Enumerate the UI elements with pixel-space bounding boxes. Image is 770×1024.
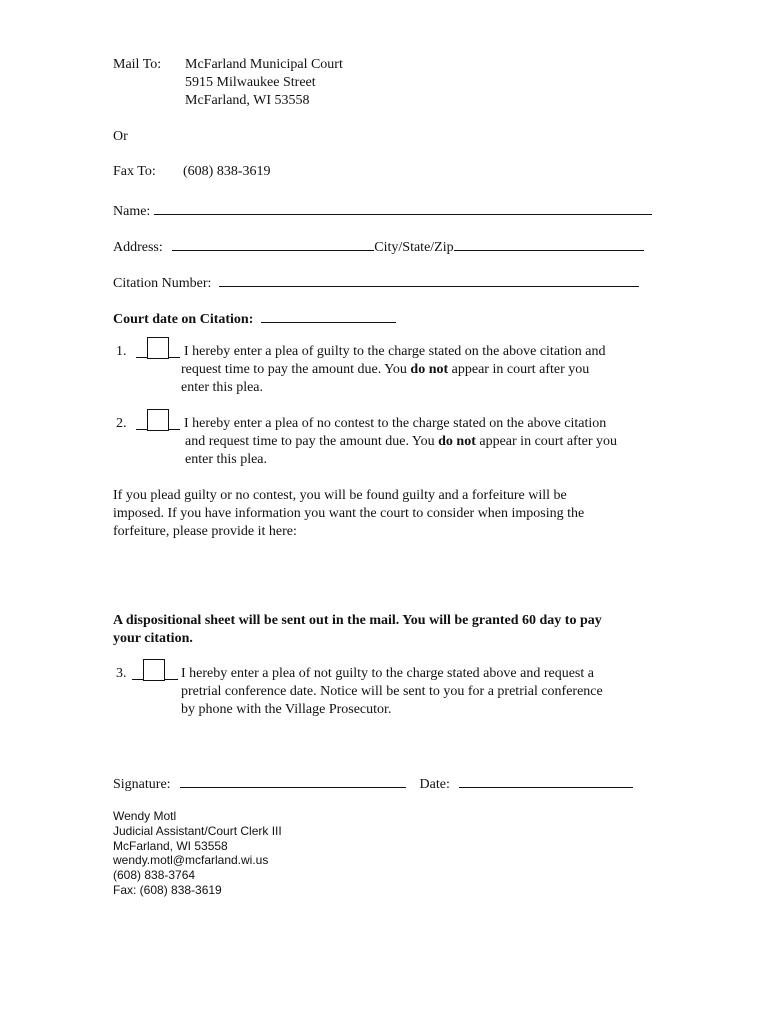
address-field-row <box>113 236 644 257</box>
plea-1-line1: I hereby enter a plea of guilty to the charge stated on the above citation and <box>184 344 606 359</box>
contact-email[interactable]: wendy.motl@mcfarland.wi.us <box>113 853 269 867</box>
plea-2-line2 <box>185 433 617 451</box>
plea-2-line2-end: appear in court after you <box>475 434 617 449</box>
plea-1-line2-text: request time to pay the amount due. You <box>181 362 411 377</box>
contact-city: McFarland, WI 53558 <box>113 839 228 853</box>
plea-3-line3: by phone with the Village Prosecutor. <box>181 702 392 717</box>
plea-1-checkbox[interactable] <box>147 337 169 359</box>
city-state-zip-label: City/State/Zip <box>374 240 454 255</box>
citation-field-row <box>113 272 639 293</box>
plea-1-line2 <box>181 361 589 379</box>
court-street: 5915 Milwaukee Street <box>185 75 316 90</box>
fax-label: Fax To: <box>113 164 156 179</box>
contact-title: Judicial Assistant/Court Clerk III <box>113 824 282 838</box>
plea-2-line3: enter this plea. <box>185 452 268 467</box>
court-date-label: Court date on Citation: <box>113 312 254 327</box>
citation-line[interactable] <box>219 272 639 287</box>
forfeiture-line1: If you plead guilty or no contest, you will be found guilty and a forfeiture will be <box>113 488 567 503</box>
dispositional-line1: A dispositional sheet will be sent out in the mail. You will be granted 60 day to pay <box>113 613 602 628</box>
court-city: McFarland, WI 53558 <box>185 93 310 108</box>
plea-1-number: 1. <box>116 344 127 359</box>
date-line[interactable] <box>459 773 633 788</box>
plea-2-line2-text: and request time to pay the amount due. You <box>185 434 439 449</box>
court-date-row <box>113 308 396 329</box>
address-label: Address: <box>113 240 163 255</box>
date-label: Date: <box>419 777 450 792</box>
plea-3-line1: I hereby enter a plea of not guilty to the charge stated above and request a <box>181 666 594 681</box>
mail-to-label: Mail To: <box>113 57 162 72</box>
forfeiture-line3: forfeiture, please provide it here: <box>113 524 297 539</box>
city-state-zip-line[interactable] <box>454 236 644 251</box>
citation-label: Citation Number: <box>113 276 212 291</box>
name-field-row <box>113 200 652 221</box>
dispositional-line2: your citation. <box>113 631 193 646</box>
plea-1-line2-end: appear in court after you <box>448 362 590 377</box>
plea-2-line1: I hereby enter a plea of no contest to the charge stated on the above citation <box>184 416 607 431</box>
plea-2-do-not: do not <box>438 434 476 449</box>
court-name: McFarland Municipal Court <box>185 57 343 72</box>
fax-number: (608) 838-3619 <box>183 164 271 179</box>
plea-3-checkbox[interactable] <box>143 659 165 681</box>
signature-label: Signature: <box>113 777 171 792</box>
plea-2-checkbox[interactable] <box>147 409 169 431</box>
plea-1-line3: enter this plea. <box>181 380 264 395</box>
plea-1-do-not: do not <box>410 362 449 377</box>
court-date-line[interactable] <box>261 308 396 323</box>
contact-phone: (608) 838-3764 <box>113 868 196 882</box>
signature-line[interactable] <box>180 773 406 788</box>
plea-3-number: 3. <box>116 666 127 681</box>
forfeiture-line2: imposed. If you have information you want the court to consider when imposing the <box>113 506 585 521</box>
plea-2-number: 2. <box>116 416 127 431</box>
name-label: Name: <box>113 204 151 219</box>
contact-name: Wendy Motl <box>113 809 177 823</box>
or-text: Or <box>113 129 128 144</box>
contact-fax: Fax: (608) 838-3619 <box>113 883 222 897</box>
plea-3-line2: pretrial conference date. Notice will be sent to you for a pretrial conference <box>181 684 603 699</box>
signature-row <box>113 773 633 794</box>
name-line[interactable] <box>154 200 652 215</box>
address-line[interactable] <box>172 236 374 251</box>
